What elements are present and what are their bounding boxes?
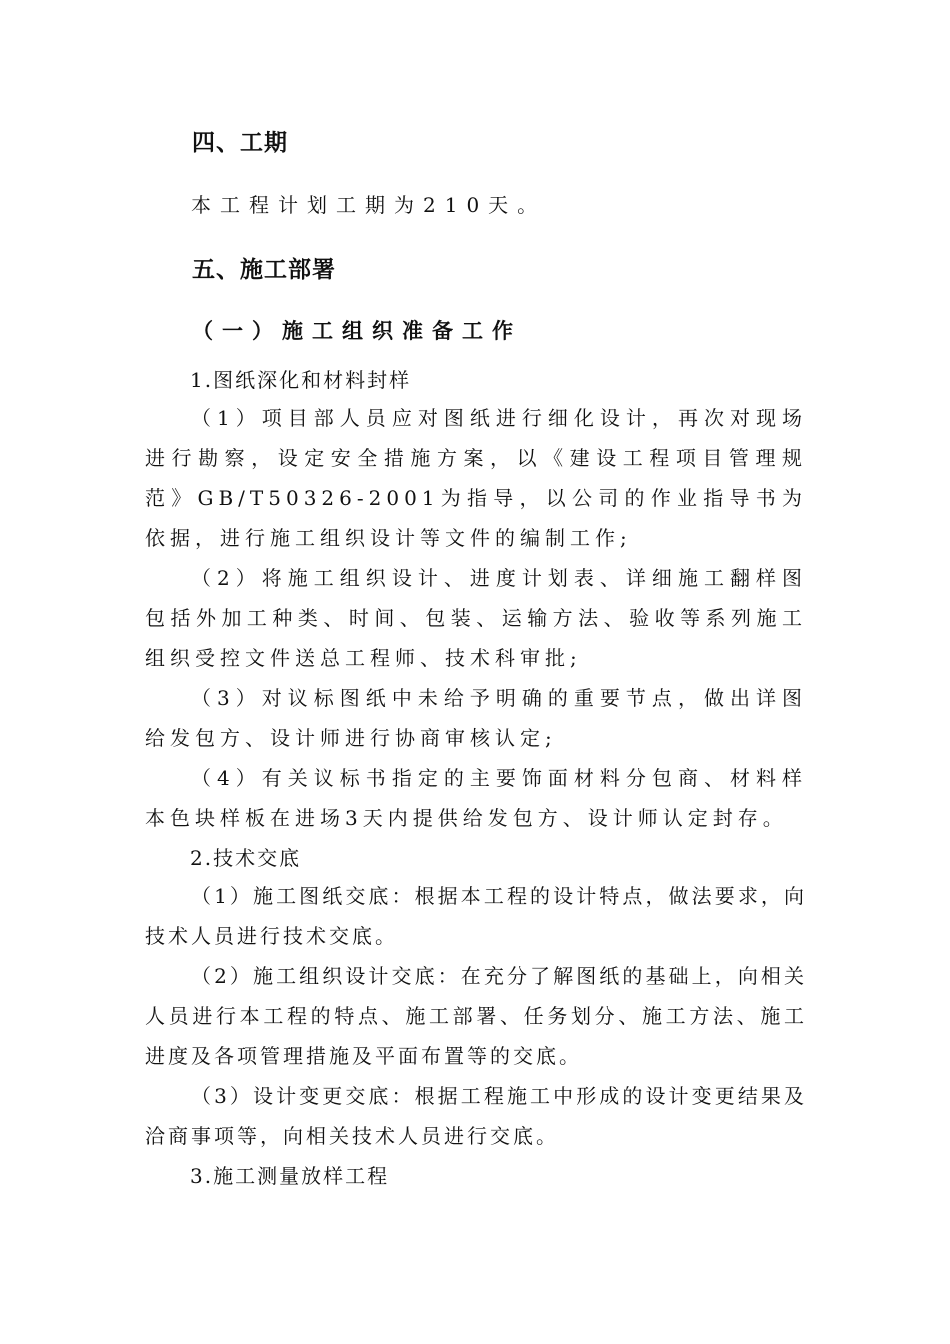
item-3-title: 3.施工测量放样工程: [190, 1164, 390, 1188]
item-2-paragraph-2: （2）施工组织设计交底：在充分了解图纸的基础上，向相关人员进行本工程的特点、施工部署、任务划分、施工方法、施工进度及各项管理措施及平面布置等的交底。: [145, 964, 807, 1068]
item-1-paragraph-4: （4）有关议标书指定的主要饰面材料分包商、材料样本色块样板在进场3天内提供给发包方、设计师认定封存。: [145, 766, 807, 830]
section-4-heading: 四、工期: [192, 130, 288, 156]
section-5-subheading: （一）施工组织准备工作: [192, 319, 522, 343]
item-2-paragraph-1: （1）施工图纸交底：根据本工程的设计特点，做法要求，向技术人员进行技术交底。: [145, 884, 807, 948]
section-4-text: 本工程计划工期为210天。: [191, 193, 547, 217]
item-1-paragraph-1: （1）项目部人员应对图纸进行细化设计，再次对现场进行勘察，设定安全措施方案，以《建设工程项目管理规范》GB/T50326-2001为指导，以公司的作业指导书为依据，进行施工组织设计等文件的编制工作;: [145, 406, 807, 550]
item-1-paragraph-3: （3）对议标图纸中未给予明确的重要节点，做出详图给发包方、设计师进行协商审核认定;: [145, 686, 807, 750]
item-2-paragraph-3: （3）设计变更交底：根据工程施工中形成的设计变更结果及洽商事项等，向相关技术人员进行交底。: [145, 1084, 807, 1148]
item-2-title: 2.技术交底: [190, 846, 302, 870]
item-1-paragraph-2: （2）将施工组织设计、进度计划表、详细施工翻样图包括外加工种类、时间、包装、运输方法、验收等系列施工组织受控文件送总工程师、技术科审批;: [145, 566, 807, 670]
item-1-title: 1.图纸深化和材料封样: [190, 368, 412, 392]
section-5-heading: 五、施工部署: [192, 257, 336, 283]
